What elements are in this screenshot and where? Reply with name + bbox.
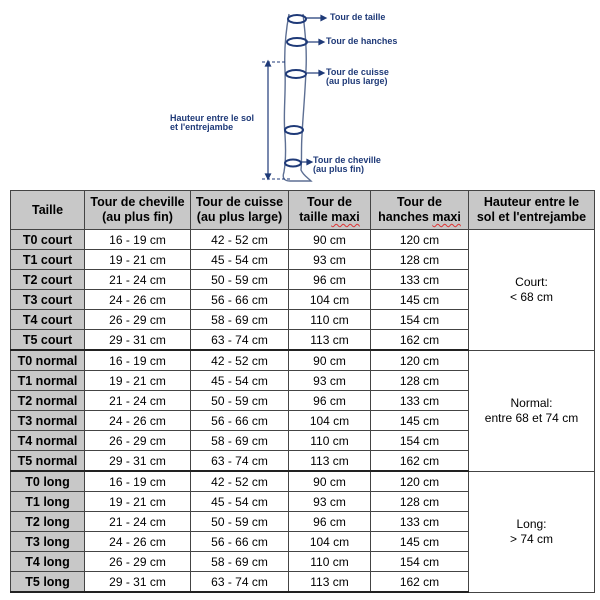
size-cell: T5 normal	[11, 451, 85, 472]
header-hips-sub: hanches	[378, 210, 429, 224]
header-height-sub: sol et l'entrejambe	[476, 210, 587, 224]
size-cell: T1 normal	[11, 371, 85, 391]
ankle-cell: 19 - 21 cm	[85, 492, 191, 512]
label-inseam	[170, 114, 254, 132]
waist-cell: 113 cm	[289, 572, 371, 593]
ankle-cell: 16 - 19 cm	[85, 350, 191, 371]
ankle-cell: 26 - 29 cm	[85, 310, 191, 330]
size-cell: T0 court	[11, 230, 85, 250]
ankle-cell: 16 - 19 cm	[85, 471, 191, 492]
header-height-main: Hauteur entre le	[483, 195, 580, 209]
ankle-cell: 29 - 31 cm	[85, 572, 191, 593]
height-range-label: Normal:	[510, 395, 553, 410]
hips-cell: 154 cm	[371, 310, 469, 330]
table-row	[11, 471, 595, 492]
hips-cell: 128 cm	[371, 371, 469, 391]
hips-cell: 120 cm	[371, 471, 469, 492]
measurement-diagram	[0, 0, 600, 190]
waist-cell: 93 cm	[289, 492, 371, 512]
thigh-cell: 56 - 66 cm	[191, 532, 289, 552]
hips-cell: 145 cm	[371, 411, 469, 431]
ankle-cell: 24 - 26 cm	[85, 411, 191, 431]
thigh-cell: 58 - 69 cm	[191, 431, 289, 451]
ankle-cell: 24 - 26 cm	[85, 290, 191, 310]
height-range-cell	[469, 471, 595, 592]
ankle-cell: 26 - 29 cm	[85, 552, 191, 572]
hips-cell: 162 cm	[371, 572, 469, 593]
size-cell: T3 long	[11, 532, 85, 552]
thigh-cell: 45 - 54 cm	[191, 492, 289, 512]
waist-cell: 93 cm	[289, 371, 371, 391]
ankle-cell: 19 - 21 cm	[85, 371, 191, 391]
leg-illustration	[0, 0, 600, 190]
waist-cell: 96 cm	[289, 270, 371, 290]
header-waist-maxi: maxi	[331, 210, 360, 224]
header-thigh-main: Tour de cuisse	[195, 195, 284, 209]
waist-cell: 93 cm	[289, 250, 371, 270]
size-cell: T4 long	[11, 552, 85, 572]
ankle-cell: 16 - 19 cm	[85, 230, 191, 250]
waist-cell: 110 cm	[289, 431, 371, 451]
size-cell: T2 court	[11, 270, 85, 290]
thigh-cell: 63 - 74 cm	[191, 451, 289, 472]
height-range-label: Long:	[516, 516, 547, 531]
waist-cell: 113 cm	[289, 330, 371, 351]
knee-loop	[285, 126, 303, 134]
size-cell: T3 normal	[11, 411, 85, 431]
ankle-cell: 21 - 24 cm	[85, 512, 191, 532]
ankle-cell: 26 - 29 cm	[85, 431, 191, 451]
label-ankle-main: Tour de cheville	[313, 155, 381, 165]
hips-cell: 120 cm	[371, 230, 469, 250]
header-ankle	[85, 191, 191, 230]
thigh-cell: 50 - 59 cm	[191, 391, 289, 411]
hips-cell: 162 cm	[371, 451, 469, 472]
label-thigh	[326, 68, 389, 86]
waist-cell: 90 cm	[289, 350, 371, 371]
header-ankle-sub: (au plus fin)	[102, 210, 173, 224]
label-inseam-main: Hauteur entre le sol	[170, 113, 255, 123]
hips-cell: 154 cm	[371, 431, 469, 451]
waist-cell: 90 cm	[289, 230, 371, 250]
ankle-cell: 24 - 26 cm	[85, 532, 191, 552]
size-cell: T1 long	[11, 492, 85, 512]
height-range-value: < 68 cm	[509, 289, 554, 304]
thigh-cell: 50 - 59 cm	[191, 512, 289, 532]
thigh-cell: 42 - 52 cm	[191, 350, 289, 371]
thigh-loop	[286, 70, 306, 78]
size-chart-table	[10, 190, 595, 593]
size-cell: T2 long	[11, 512, 85, 532]
label-thigh-main: Tour de cuisse	[326, 67, 389, 77]
hips-cell: 162 cm	[371, 330, 469, 351]
waist-cell: 113 cm	[289, 451, 371, 472]
label-ankle	[313, 156, 381, 174]
header-hips-main: Tour de	[397, 195, 442, 209]
size-cell: T1 court	[11, 250, 85, 270]
size-cell: T4 court	[11, 310, 85, 330]
label-waist: Tour de taille	[330, 12, 386, 22]
size-cell: T5 long	[11, 572, 85, 593]
table-body	[11, 230, 595, 593]
ankle-cell: 21 - 24 cm	[85, 270, 191, 290]
header-thigh-sub: (au plus large)	[196, 210, 283, 224]
ankle-loop	[285, 160, 301, 167]
size-cell: T5 court	[11, 330, 85, 351]
header-ankle-main: Tour de cheville	[90, 195, 185, 209]
thigh-cell: 45 - 54 cm	[191, 371, 289, 391]
header-hips-maxi: maxi	[432, 210, 461, 224]
header-height	[469, 191, 595, 230]
hips-loop	[287, 38, 307, 46]
size-cell: T0 normal	[11, 350, 85, 371]
header-thigh	[191, 191, 289, 230]
thigh-cell: 56 - 66 cm	[191, 411, 289, 431]
hips-cell: 145 cm	[371, 290, 469, 310]
thigh-cell: 63 - 74 cm	[191, 572, 289, 593]
height-range-value: entre 68 et 74 cm	[484, 410, 579, 425]
thigh-cell: 45 - 54 cm	[191, 250, 289, 270]
label-ankle-sub: (au plus fin)	[313, 164, 364, 174]
header-hips	[371, 191, 469, 230]
size-cell: T0 long	[11, 471, 85, 492]
size-cell: T2 normal	[11, 391, 85, 411]
thigh-cell: 58 - 69 cm	[191, 552, 289, 572]
waist-cell: 104 cm	[289, 411, 371, 431]
size-cell: T3 court	[11, 290, 85, 310]
hips-cell: 145 cm	[371, 532, 469, 552]
header-waist-main: Tour de	[307, 195, 352, 209]
waist-cell: 96 cm	[289, 512, 371, 532]
table-header-row	[11, 191, 595, 230]
header-size: Taille	[11, 191, 85, 230]
hips-cell: 154 cm	[371, 552, 469, 572]
thigh-cell: 42 - 52 cm	[191, 471, 289, 492]
ankle-cell: 29 - 31 cm	[85, 330, 191, 351]
ankle-cell: 29 - 31 cm	[85, 451, 191, 472]
height-range-cell	[469, 350, 595, 471]
hips-cell: 128 cm	[371, 492, 469, 512]
thigh-cell: 58 - 69 cm	[191, 310, 289, 330]
height-range-label: Court:	[515, 274, 548, 289]
waist-cell: 110 cm	[289, 552, 371, 572]
ankle-cell: 21 - 24 cm	[85, 391, 191, 411]
waist-cell: 104 cm	[289, 532, 371, 552]
table-row	[11, 230, 595, 250]
label-hips: Tour de hanches	[326, 36, 398, 46]
waist-cell: 104 cm	[289, 290, 371, 310]
hips-cell: 128 cm	[371, 250, 469, 270]
waist-cell: 90 cm	[289, 471, 371, 492]
height-range-cell	[469, 230, 595, 351]
height-range-value: > 74 cm	[509, 531, 554, 546]
hips-cell: 133 cm	[371, 512, 469, 532]
waist-cell: 96 cm	[289, 391, 371, 411]
table-row	[11, 350, 595, 371]
thigh-cell: 50 - 59 cm	[191, 270, 289, 290]
thigh-cell: 63 - 74 cm	[191, 330, 289, 351]
hips-cell: 133 cm	[371, 391, 469, 411]
header-waist	[289, 191, 371, 230]
hips-cell: 120 cm	[371, 350, 469, 371]
size-cell: T4 normal	[11, 431, 85, 451]
header-waist-sub: taille	[299, 210, 328, 224]
label-thigh-sub: (au plus large)	[326, 76, 388, 86]
hips-cell: 133 cm	[371, 270, 469, 290]
waist-cell: 110 cm	[289, 310, 371, 330]
thigh-cell: 42 - 52 cm	[191, 230, 289, 250]
thigh-cell: 56 - 66 cm	[191, 290, 289, 310]
label-inseam-sub: et l'entrejambe	[170, 122, 234, 132]
ankle-cell: 19 - 21 cm	[85, 250, 191, 270]
